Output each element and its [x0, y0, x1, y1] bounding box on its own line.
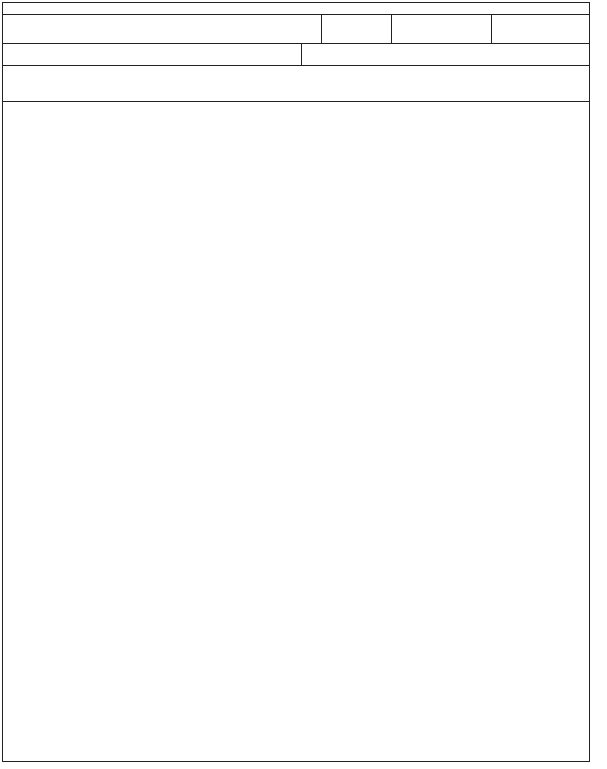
header-divider	[3, 14, 589, 15]
water-well-record-form	[2, 2, 590, 762]
